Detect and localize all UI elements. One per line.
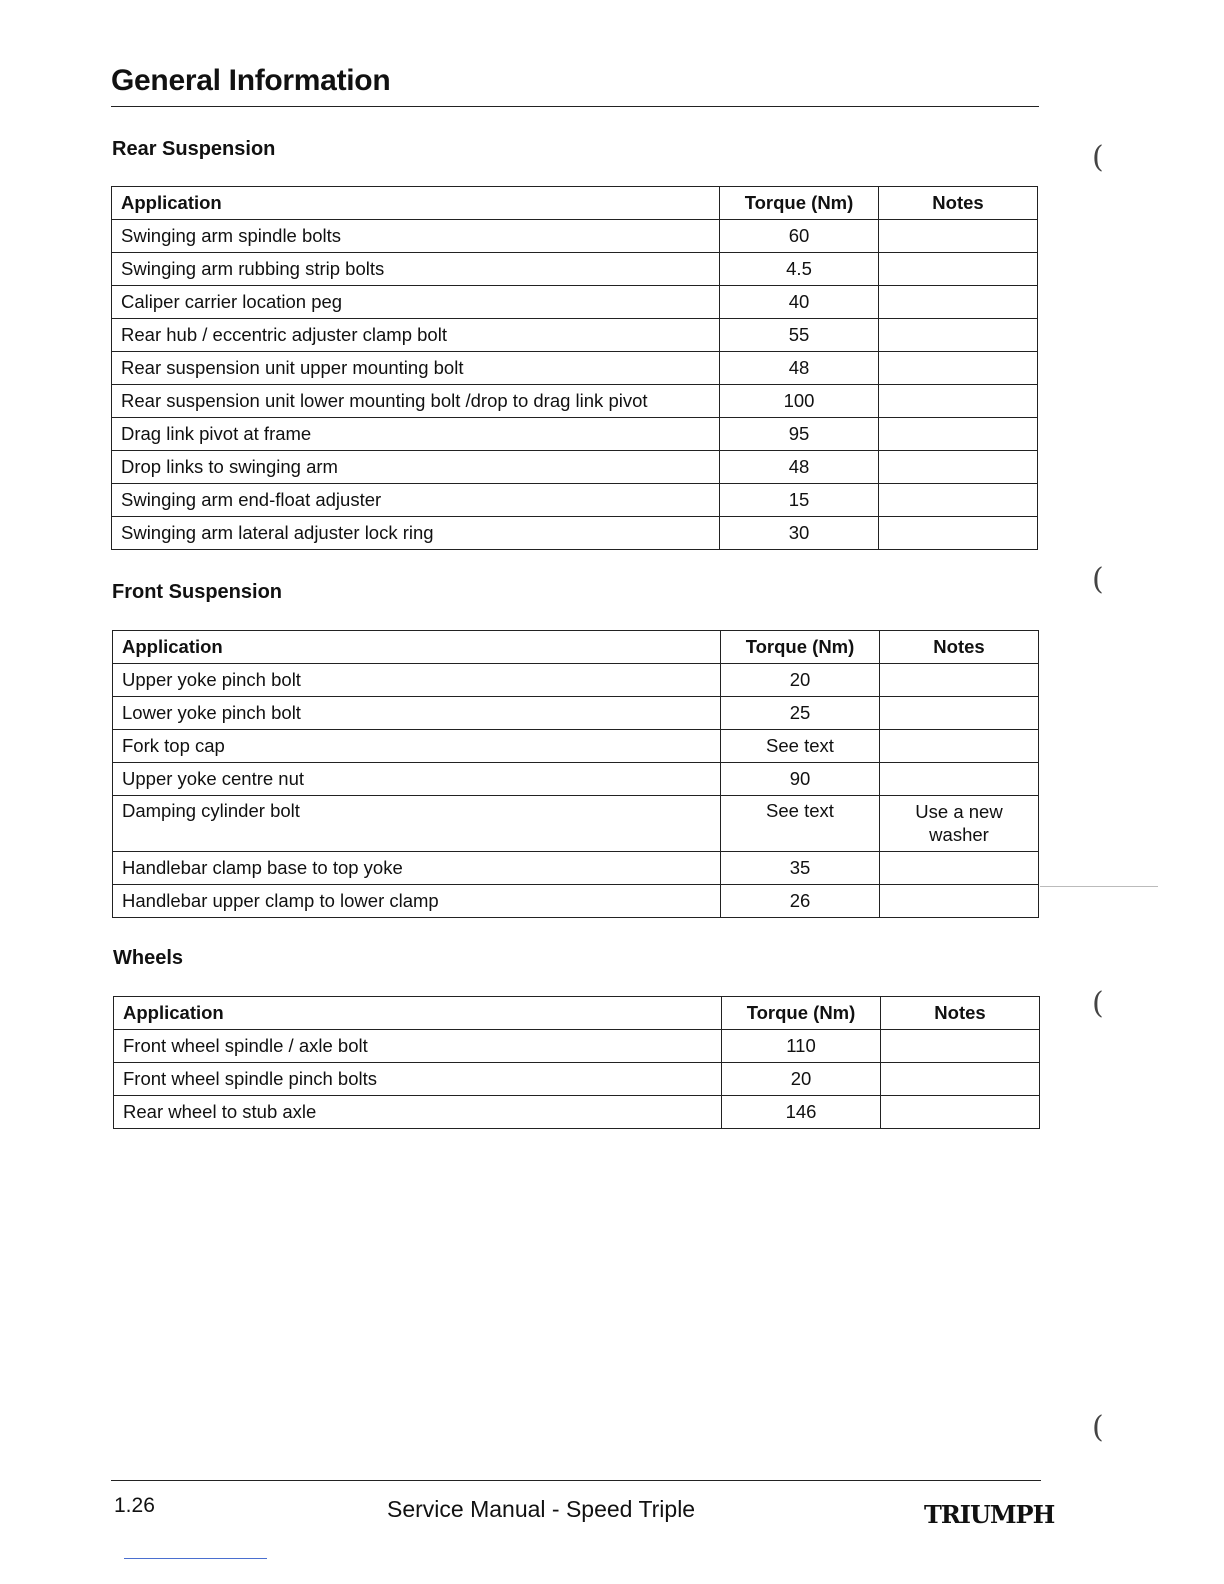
column-header-application: Application <box>113 631 721 664</box>
column-header-torque: Torque (Nm) <box>720 187 879 220</box>
table-row <box>112 451 1038 484</box>
section-title-rear-suspension: Rear Suspension <box>112 138 276 160</box>
application-cell: Upper yoke pinch bolt <box>113 664 721 697</box>
table-row <box>113 796 1039 852</box>
torque-cell: See text <box>721 796 880 852</box>
table-row <box>113 852 1039 885</box>
notes-cell <box>881 1063 1040 1096</box>
application-cell: Front wheel spindle / axle bolt <box>114 1030 722 1063</box>
column-header-application: Application <box>112 187 720 220</box>
application-cell: Swinging arm rubbing strip bolts <box>112 253 720 286</box>
notes-cell <box>879 220 1038 253</box>
column-header-torque: Torque (Nm) <box>721 631 880 664</box>
page-number: 1.26 <box>114 1494 155 1517</box>
table-row <box>112 286 1038 319</box>
notes-cell <box>880 885 1039 918</box>
application-cell: Lower yoke pinch bolt <box>113 697 721 730</box>
application-cell: Rear hub / eccentric adjuster clamp bolt <box>112 319 720 352</box>
application-cell: Rear suspension unit upper mounting bolt <box>112 352 720 385</box>
notes-cell <box>880 763 1039 796</box>
notes-cell <box>879 517 1038 550</box>
table-row <box>113 885 1039 918</box>
torque-cell: 55 <box>720 319 879 352</box>
brand-logo: TRIUMPH <box>924 1500 1055 1529</box>
notes-cell <box>880 730 1039 763</box>
application-cell: Upper yoke centre nut <box>113 763 721 796</box>
table-row <box>114 1063 1040 1096</box>
torque-cell: 48 <box>720 451 879 484</box>
title-divider <box>111 106 1039 107</box>
scan-artifact-line <box>1040 886 1158 887</box>
table-row <box>113 697 1039 730</box>
notes-cell <box>879 385 1038 418</box>
table-row <box>113 730 1039 763</box>
table-row <box>114 1096 1040 1129</box>
binding-hole-mark: ( <box>1092 1410 1104 1445</box>
application-cell: Drop links to swinging arm <box>112 451 720 484</box>
notes-cell <box>881 1096 1040 1129</box>
table-row <box>112 385 1038 418</box>
notes-cell <box>879 286 1038 319</box>
document-title: Service Manual - Speed Triple <box>387 1496 696 1522</box>
table-header-row <box>114 997 1040 1030</box>
scan-artifact-blue-line <box>124 1558 267 1559</box>
notes-cell <box>879 418 1038 451</box>
application-cell: Damping cylinder bolt <box>113 796 721 852</box>
torque-cell: 90 <box>721 763 880 796</box>
torque-cell: 60 <box>720 220 879 253</box>
torque-cell: 30 <box>720 517 879 550</box>
notes-cell <box>881 1030 1040 1063</box>
torque-cell: 26 <box>721 885 880 918</box>
column-header-torque: Torque (Nm) <box>722 997 881 1030</box>
application-cell: Fork top cap <box>113 730 721 763</box>
torque-cell: 40 <box>720 286 879 319</box>
notes-cell <box>879 319 1038 352</box>
torque-cell: 15 <box>720 484 879 517</box>
notes-cell <box>879 253 1038 286</box>
notes-cell <box>879 451 1038 484</box>
table-row <box>113 763 1039 796</box>
torque-cell: 48 <box>720 352 879 385</box>
application-cell: Handlebar clamp base to top yoke <box>113 852 721 885</box>
torque-cell: 95 <box>720 418 879 451</box>
column-header-application: Application <box>114 997 722 1030</box>
table-row <box>112 517 1038 550</box>
notes-cell <box>879 484 1038 517</box>
table-row <box>112 319 1038 352</box>
notes-cell <box>880 852 1039 885</box>
application-cell: Handlebar upper clamp to lower clamp <box>113 885 721 918</box>
column-header-notes: Notes <box>880 631 1039 664</box>
column-header-notes: Notes <box>881 997 1040 1030</box>
footer-divider <box>111 1480 1041 1481</box>
column-header-notes: Notes <box>879 187 1038 220</box>
table-row <box>113 664 1039 697</box>
table-row <box>112 253 1038 286</box>
application-cell: Caliper carrier location peg <box>112 286 720 319</box>
application-cell: Swinging arm end-float adjuster <box>112 484 720 517</box>
torque-cell: See text <box>721 730 880 763</box>
torque-cell: 20 <box>722 1063 881 1096</box>
application-cell: Swinging arm lateral adjuster lock ring <box>112 517 720 550</box>
application-cell: Rear wheel to stub axle <box>114 1096 722 1129</box>
binding-hole-mark: ( <box>1092 140 1104 175</box>
wheels-table <box>113 996 1040 1129</box>
notes-cell: Use a new washer <box>880 796 1039 852</box>
torque-cell: 4.5 <box>720 253 879 286</box>
application-cell: Drag link pivot at frame <box>112 418 720 451</box>
notes-cell <box>880 664 1039 697</box>
section-title-wheels: Wheels <box>113 947 184 969</box>
table-row <box>112 418 1038 451</box>
application-cell: Rear suspension unit lower mounting bolt /drop to drag link pivot <box>112 385 720 418</box>
application-cell: Swinging arm spindle bolts <box>112 220 720 253</box>
torque-cell: 20 <box>721 664 880 697</box>
binding-hole-mark: ( <box>1092 562 1104 597</box>
table-header-row <box>112 187 1038 220</box>
table-row <box>112 220 1038 253</box>
table-header-row <box>113 631 1039 664</box>
torque-cell: 25 <box>721 697 880 730</box>
application-cell: Front wheel spindle pinch bolts <box>114 1063 722 1096</box>
table-row <box>114 1030 1040 1063</box>
torque-cell: 100 <box>720 385 879 418</box>
notes-cell <box>879 352 1038 385</box>
torque-cell: 35 <box>721 852 880 885</box>
torque-cell: 146 <box>722 1096 881 1129</box>
table-row <box>112 352 1038 385</box>
torque-cell: 110 <box>722 1030 881 1063</box>
binding-hole-mark: ( <box>1092 986 1104 1021</box>
front-suspension-table <box>112 630 1039 918</box>
table-row <box>112 484 1038 517</box>
notes-cell <box>880 697 1039 730</box>
rear-suspension-table <box>111 186 1038 550</box>
page-title: General Information <box>111 64 391 97</box>
section-title-front-suspension: Front Suspension <box>112 581 282 603</box>
